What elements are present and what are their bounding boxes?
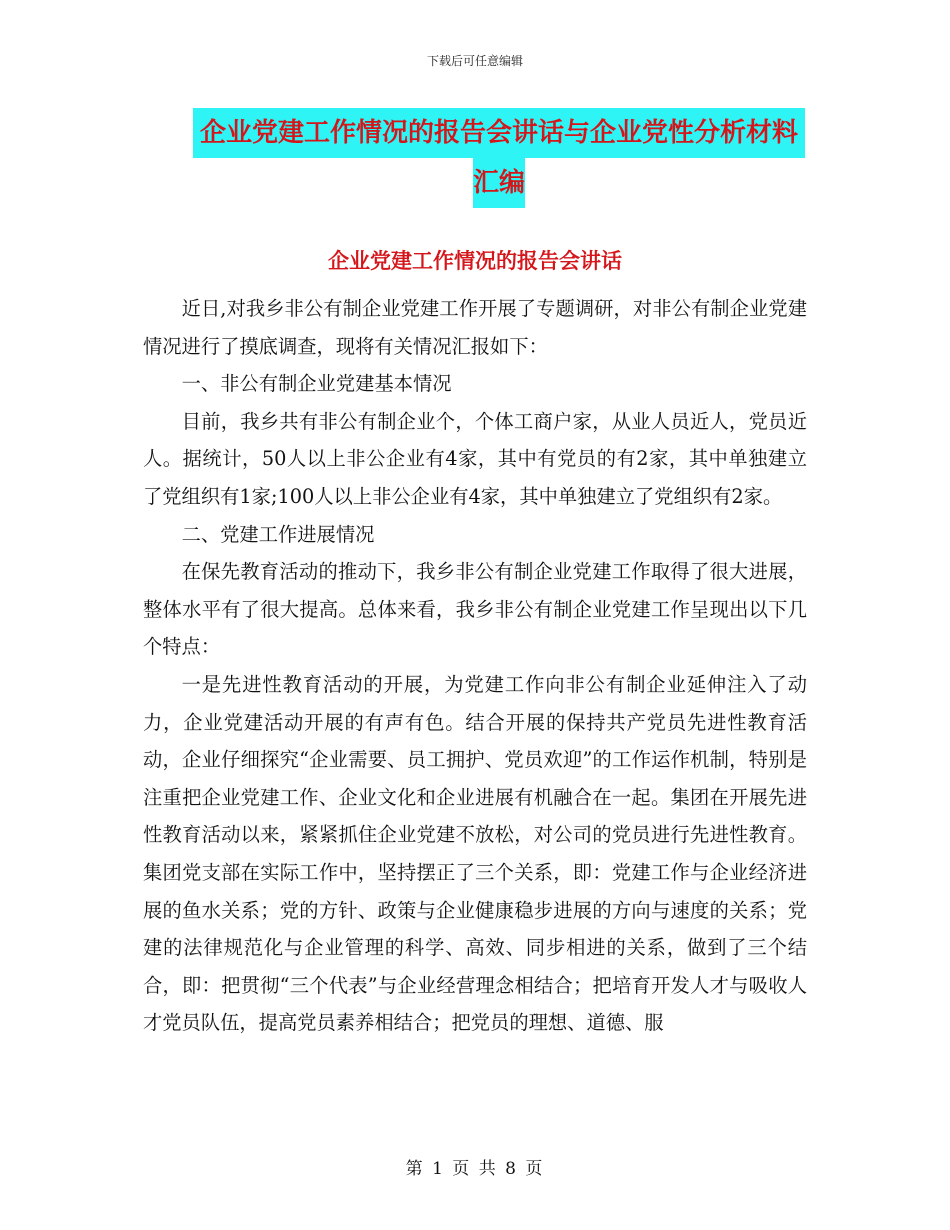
paragraph-basic-situation: 目前，我乡共有非公有制企业个，个体工商户家，从业人员近人，党员近人。据统计，50人以上非公企业有4家，其中有党员的有2家，其中单独建立了党组织有1家;100人以上非公企业有4家，其中单独建立了党组织有2家。 bbox=[143, 409, 807, 508]
page-header-note: 下载后可任意编辑 bbox=[426, 54, 523, 68]
paragraph-feature-one: 一是先进性教育活动的开展，为党建工作向非公有制企业延伸注入了动力，企业党建活动开展的有声有色。结合开展的保持共产党员先进性教育活动，企业仔细探究“企业需要、员工拥护、党员欢迎”的工作运作机制，特别是注重把企业党建工作、企业文化和企业进展有机融合在一起。集团在开展先进性教育活动以来，紧紧抓住企业党建不放松，对公司的党员进行先进性教育。集团党支部在实际工作中，坚持摆正了三个关系，即：党建工作与企业经济进展的鱼水关系；党的方针、政策与企业健康稳步进展的方向与速度的关系；党建的法律规范化与企业管理的科学、高效、同步相进的关系，做到了三个结合，即：把贯彻“三个代表”与企业经营理念相结合；把培育开发人才与吸收人才党员队伍，提高党员素养相结合；把党员的理想、道德、服 bbox=[143, 672, 807, 1035]
document-body bbox=[143, 290, 807, 1042]
paragraph-intro: 近日,对我乡非公有制企业党建工作开展了专题调研，对非公有制企业党建情况进行了摸底调查，现将有关情况汇报如下： bbox=[143, 297, 807, 358]
section-heading-2: 二、党建工作进展情况 bbox=[181, 522, 375, 546]
main-title-line1: 企业党建工作情况的报告会讲话与企业党性分析材料 bbox=[193, 108, 805, 158]
paragraph-progress: 在保先教育活动的推动下，我乡非公有制企业党建工作取得了很大进展，整体水平有了很大提高。总体来看，我乡非公有制企业党建工作呈现出以下几个特点： bbox=[143, 560, 807, 659]
section-heading-1: 一、非公有制企业党建基本情况 bbox=[181, 372, 452, 396]
section-subtitle: 企业党建工作情况的报告会讲话 bbox=[328, 249, 622, 273]
main-title-line2: 汇编 bbox=[473, 158, 525, 208]
document-main-title bbox=[193, 108, 805, 208]
page-number-footer: 第 1 页 共 8 页 bbox=[405, 1159, 545, 1179]
